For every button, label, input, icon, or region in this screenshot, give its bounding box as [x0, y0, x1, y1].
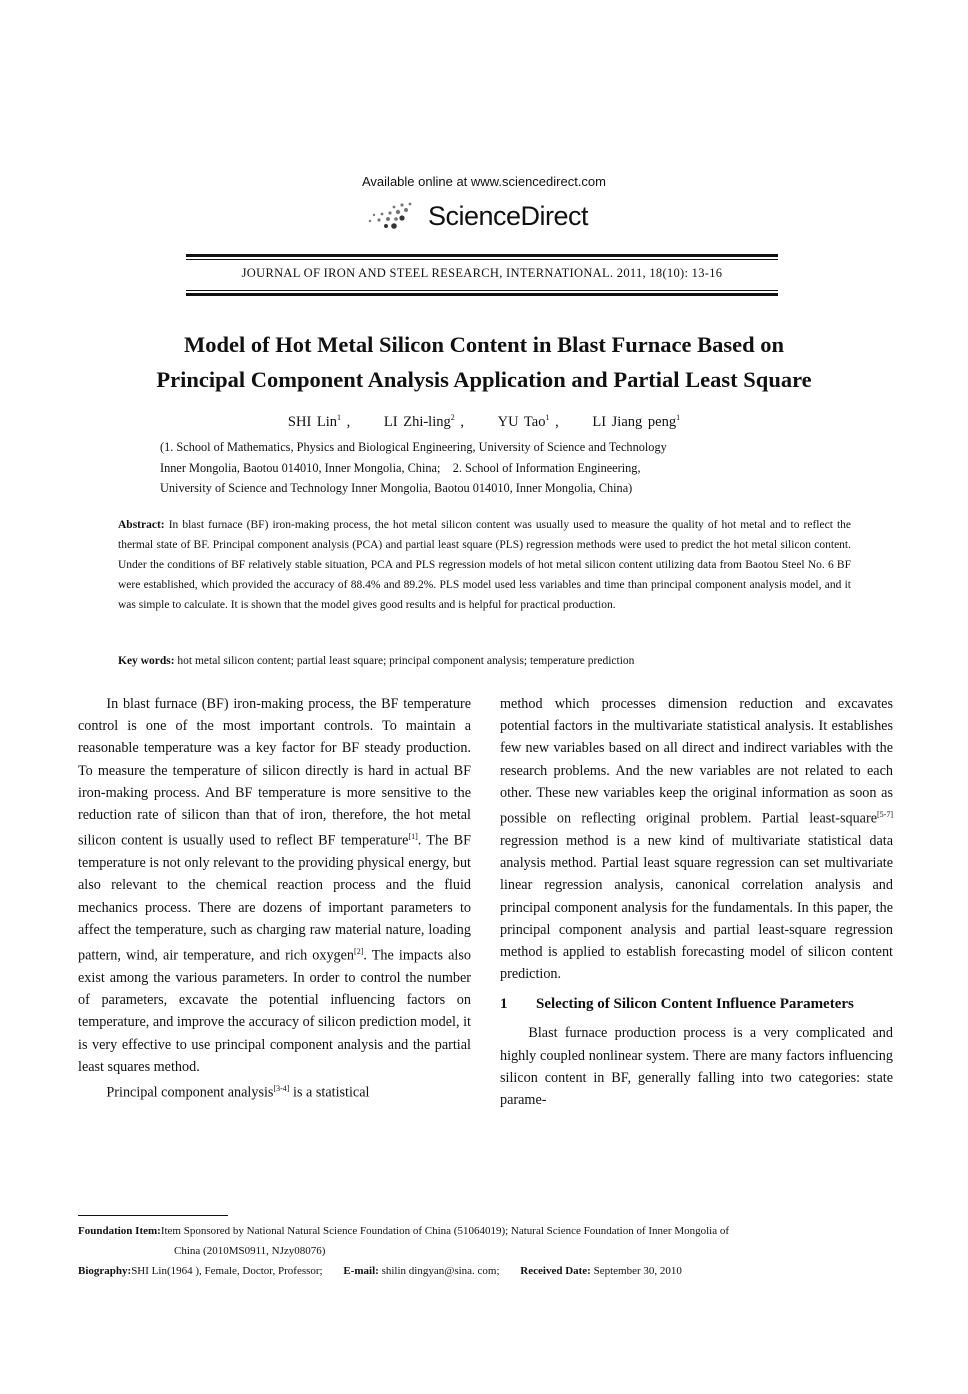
title-line: Principal Component Analysis Application and Partial Least Square [156, 367, 812, 392]
paragraph: method which processes dimension reduction and excavates potential factors in the multivariate statistical analysis. It establishes few new variables based on all direct and indirect variables with the research problems. And the new variables are not related to each other. These new variables keep the original information as soon as possible on reflecting original problem. Partial least-square[5-7] regression method is a new kind of multivariate statistical data analysis method. Partial least square regression can set multivariate linear regression analysis, canonical correlation analysis and principal component analysis for the fundamentals. In this paper, the principal component analysis and partial least-square regression method is applied to establish forecasting model of silicon content prediction. [500, 696, 893, 983]
section-title: Selecting of Silicon Content Influence Parameters [536, 996, 854, 1013]
abstract [118, 515, 851, 615]
citation-ref: [5-7] [877, 810, 893, 820]
journal-citation: JOURNAL OF IRON AND STEEL RESEARCH, INTERNATIONAL. 2011, 18(10): 13-16 [241, 266, 723, 280]
section-heading [500, 992, 893, 1016]
keywords [118, 655, 851, 667]
sciencedirect-dots-icon [366, 199, 420, 233]
abstract-text: In blast furnace (BF) iron-making process, the hot metal silicon content was usually used to measure the quality of hot metal and to reflect the thermal state of BF. Principal component analysis (PCA) and partial least square (PLS) regression methods were used to predict the hot metal silicon content. Under the conditions of BF relatively stable situation, PCA and PLS regression models of hot metal silicon content utilizing data from Baotou Steel No. 6 BF were established, which provided the accuracy of 88.4% and 89.2%. PLS model used less variables and time than principal component analysis model, and it was simple to calculate. It is shown that the model gives good results and is helpful for practical production. [118, 519, 851, 611]
available-online-notice: Available online at www.sciencedirect.com [362, 174, 606, 189]
body-column-left [78, 693, 471, 1104]
header-rule-top-thin [186, 259, 778, 260]
foundation-footnote: Foundation Item:Item Sponsored by National Natural Science Foundation of China (51064019); Natural Science Foundation of Inner Mongolia of [78, 1225, 730, 1237]
affiliation-line: Inner Mongolia, Baotou 014010, Inner Mongolia, China; 2. School of Information Engineering, [160, 460, 641, 475]
header-rule-top [186, 254, 778, 257]
biography-footnote: Biography:SHI Lin(1964 ), Female, Doctor, Professor; E-mail: shilin dingyan@sina. com; Received Date: September 30, 2010 [78, 1265, 682, 1277]
affiliations [160, 437, 820, 499]
paragraph: Blast furnace production process is a very complicated and highly coupled nonlinear system. There are many factors influencing silicon content in BF, generally falling into two categories: state parame- [500, 1025, 893, 1108]
paragraph: Principal component analysis[3-4] is a statistical [106, 1083, 370, 1101]
author: LI Jiang peng$^1$ [592, 413, 681, 430]
author: SHI Lin$^1$ , [287, 413, 351, 430]
footnote-rule [78, 1215, 228, 1216]
citation-ref: [3-4] [273, 1083, 290, 1093]
header-rule-bottom-thin [186, 290, 778, 291]
title-line: Model of Hot Metal Silicon Content in Blast Furnace Based on [184, 332, 784, 357]
footnotes [78, 1221, 893, 1281]
section-number: 1 [500, 996, 508, 1013]
affiliation-line: University of Science and Technology Inner Mongolia, Baotou 014010, Inner Mongolia, China) [160, 481, 633, 495]
paragraph: In blast furnace (BF) iron-making process, the BF temperature control is one of the most important controls. To maintain a reasonable temperature was a key factor for BF steady production. To measure the temperature of silicon directly is hard in actual BF iron-making process. And BF temperature is more sensitive to the reduction rate of silicon than that of iron, therefore, the hot metal silicon content is usually used to reflect BF temperature[1]. The BF temperature is not only relevant to the providing physical energy, but also relevant to the chemical reaction process and the fluid mechanics process. There are dozens of important parameters to affect the temperature, such as charging raw material nature, loading pattern, wind, air temperature, and rich oxygen[2]. The impacts also exist among the various parameters. In order to control the number of parameters, excavate the potential influencing factors on temperature, and improve the accuracy of silicon prediction model, it is very effective to use principal component analysis and the partial least squares method. [78, 696, 471, 1075]
author: YU Tao$^1$ , [497, 413, 559, 430]
sciencedirect-logo [366, 196, 588, 236]
citation-ref: [2] [354, 946, 364, 956]
body-column-right [500, 693, 893, 1111]
header-rule-bottom [186, 293, 778, 296]
author-list [0, 413, 968, 431]
sciencedirect-logo-text: ScienceDirect [428, 200, 589, 231]
keywords-label: Key words: [118, 655, 175, 667]
citation-ref: [1] [408, 832, 418, 842]
abstract-label: Abstract: [118, 519, 165, 531]
article-title [0, 327, 968, 397]
foundation-footnote-cont: China (2010MS0911, NJzy08076) [174, 1245, 326, 1257]
keywords-text: hot metal silicon content; partial least square; principal component analysis; temperature prediction [177, 655, 635, 667]
author: LI Zhi-ling$^2$ , [383, 413, 464, 430]
affiliation-line: (1. School of Mathematics, Physics and Biological Engineering, University of Science and Technology [160, 440, 667, 454]
